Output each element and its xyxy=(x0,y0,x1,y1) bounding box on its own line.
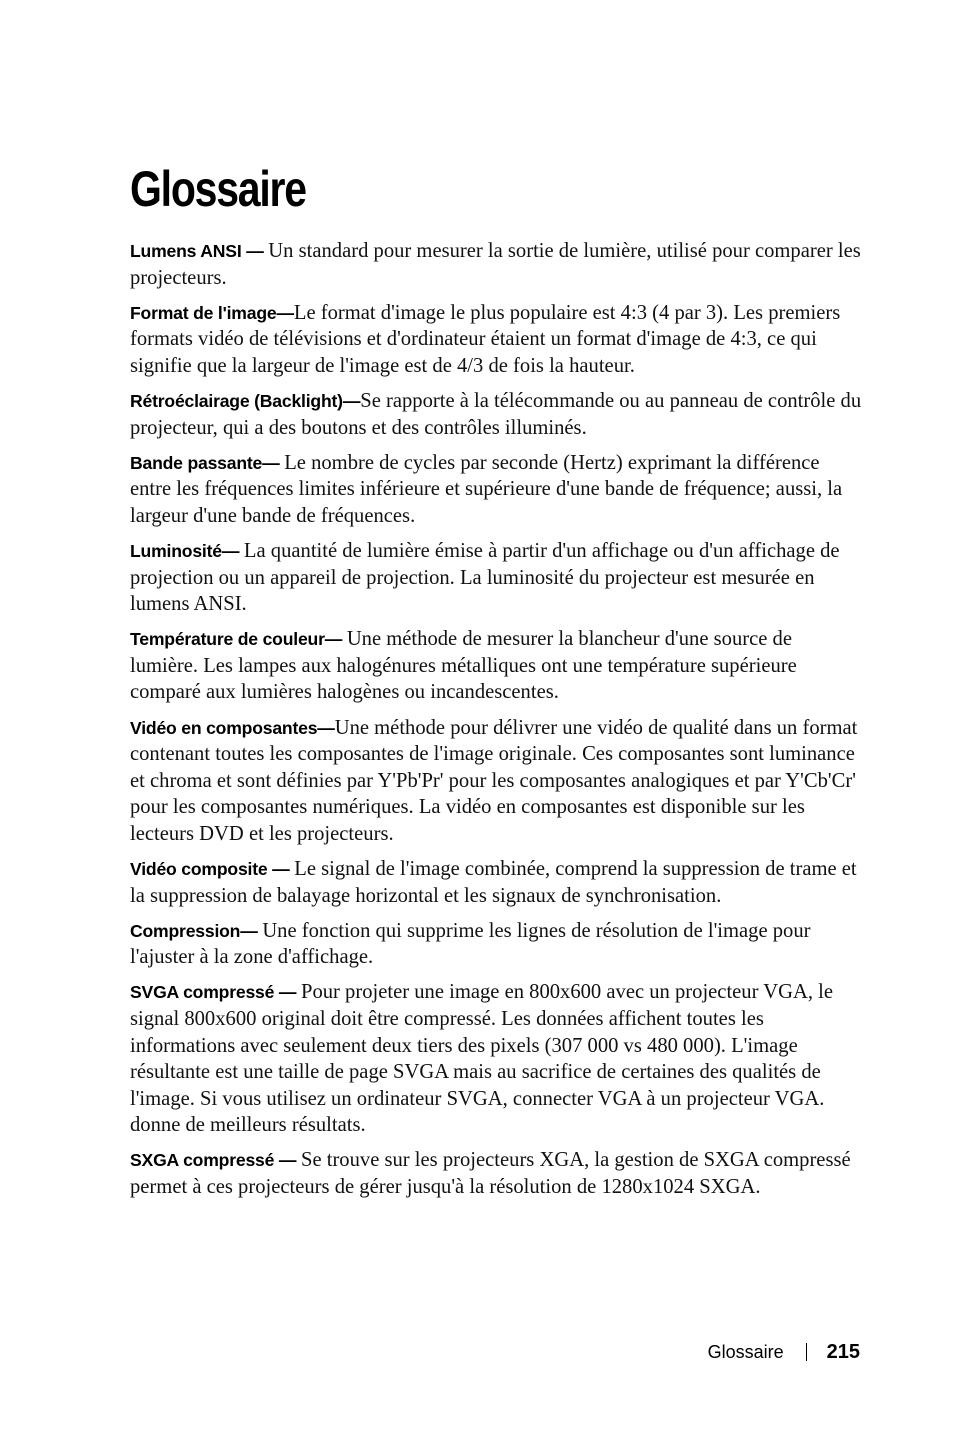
glossary-term: Vidéo composite — xyxy=(130,858,295,879)
glossary-term: Vidéo en composantes— xyxy=(130,717,335,738)
glossary-entry-bande-passante xyxy=(130,450,865,530)
glossary-entry-video-composantes xyxy=(130,715,865,848)
glossary-entry-svga-compresse xyxy=(130,979,865,1139)
glossary-definition: Se rapporte à la télécommande ou au panneau de contrôle du projecteur, qui a des boutons et des contrôles illuminés. xyxy=(130,389,862,439)
glossary-definition: Le format d'image le plus populaire est 4:3 (4 par 3). Les premiers formats vidéo de télévisions et d'ordinateur étaient un format d'image de 4:3, ce qui signifie que la largeur de l'image est de 4/3 de fois la hauteur. xyxy=(130,301,841,377)
glossary-list xyxy=(130,238,865,1209)
glossary-term: Compression— xyxy=(130,920,263,941)
glossary-term: Format de l'image— xyxy=(130,302,294,323)
glossary-definition: Le signal de l'image combinée, comprend la suppression de trame et la suppression de balayage horizontal et les signaux de synchronisation. xyxy=(130,857,857,907)
glossary-entry-lumens-ansi xyxy=(130,238,865,291)
glossary-entry-sxga-compresse xyxy=(130,1147,865,1200)
glossary-definition: Une fonction qui supprime les lignes de résolution de l'image pour l'ajuster à la zone d'affichage. xyxy=(130,919,811,969)
glossary-definition: Pour projeter une image en 800x600 avec un projecteur VGA, le signal 800x600 original doit être compressé. Les données affichent toutes les informations avec seulement deux tiers des pixels (307 000 vs 480 000). L'image résultante est une taille de page SVGA mais au sacrifice de certaines des qualités de l'image. Si vous utilisez un ordinateur SVGA, connecter VGA à un projecteur VGA. donne de meilleurs résultats. xyxy=(130,981,834,1137)
glossary-term: Bande passante— xyxy=(130,452,285,473)
page-number: 215 xyxy=(826,1340,860,1363)
glossary-term: Rétroéclairage (Backlight)— xyxy=(130,390,361,411)
glossary-definition: Une méthode pour délivrer une vidéo de qualité dans un format contenant toutes les composantes de l'image originale. Ces composantes sont luminance et chroma et sont définies par Y'Pb'Pr' pour les composantes analogiques et par Y'Cb'Cr' pour les composantes numériques. La vidéo en composantes est disponible sur les lecteurs DVD et les projecteurs. xyxy=(130,716,858,845)
glossary-term: SXGA compressé — xyxy=(130,1150,301,1171)
footer-section-label: Glossaire xyxy=(707,1341,784,1362)
glossary-entry-temperature-couleur xyxy=(130,626,865,706)
glossary-term: Lumens ANSI — xyxy=(130,241,269,261)
glossary-term: Température de couleur— xyxy=(130,629,347,650)
glossary-definition: Un standard pour mesurer la sortie de lumière, utilisé pour comparer les projecteurs. xyxy=(130,240,861,289)
glossary-entry-video-composite xyxy=(130,856,865,909)
glossary-term: SVGA compressé — xyxy=(130,982,301,1003)
glossary-entry-format-image xyxy=(130,300,865,380)
glossary-entry-retroeclairage xyxy=(130,388,865,441)
page-footer xyxy=(708,1338,860,1366)
glossary-definition: Une méthode de mesurer la blancheur d'une source de lumière. Les lampes aux halogénures métalliques ont une température supérieure comparé aux lumières halogènes ou incandescentes. xyxy=(130,628,797,704)
page-title: Glossaire xyxy=(130,161,306,217)
glossary-definition: Se trouve sur les projecteurs XGA, la gestion de SXGA compressé permet à ces projecteurs de gérer jusqu'à la résolution de 1280x1024 SXGA. xyxy=(130,1149,851,1198)
glossary-definition: Le nombre de cycles par seconde (Hertz) exprimant la différence entre les fréquences limites inférieure et supérieure d'une bande de fréquence; aussi, la largeur d'une bande de fréquences. xyxy=(130,451,843,527)
footer-divider xyxy=(806,1343,807,1361)
glossary-definition: La quantité de lumière émise à partir d'un affichage ou d'un affichage de projection ou un appareil de projection. La luminosité du projecteur est mesurée en lumens ANSI. xyxy=(130,539,840,616)
glossary-entry-luminosite xyxy=(130,538,865,618)
glossary-term: Luminosité— xyxy=(130,540,244,561)
glossary-entry-compression xyxy=(130,918,865,971)
